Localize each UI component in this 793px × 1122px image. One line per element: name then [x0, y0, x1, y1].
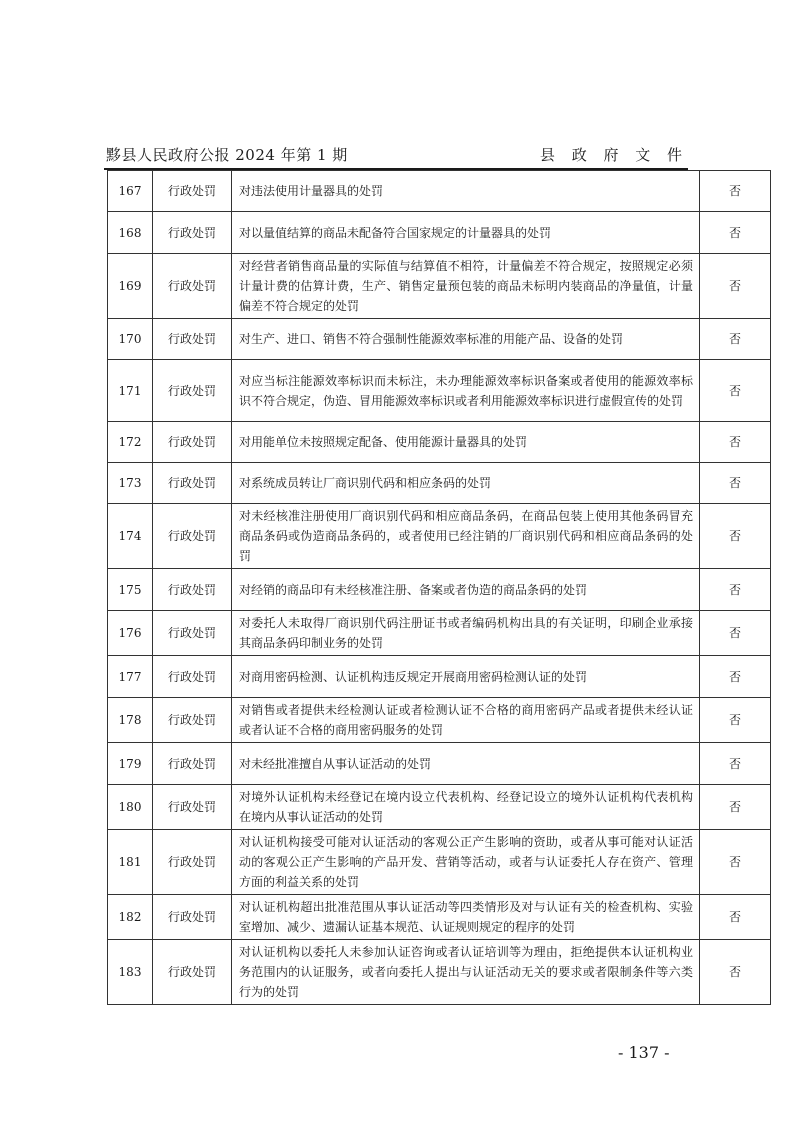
row-description: 对认证机构接受可能对认证活动的客观公正产生影响的资助，或者从事可能对认证活动的客观公正产生影响的产品开发、营销等活动，或者与认证委托人存在资产、管理方面的利益关系的处罚 — [232, 830, 700, 895]
row-description: 对认证机构超出批准范围从事认证活动等四类情形及对与认证有关的检查机构、实验室增加、减少、遗漏认证基本规范、认证规则规定的程序的处罚 — [232, 895, 700, 940]
row-type: 行政处罚 — [153, 611, 232, 656]
row-number: 183 — [108, 940, 153, 1005]
header-section-title: 县 政 府 文 件 — [539, 146, 688, 164]
table-row — [108, 463, 771, 504]
row-type: 行政处罚 — [153, 171, 232, 212]
row-type: 行政处罚 — [153, 319, 232, 360]
row-flag: 否 — [700, 463, 771, 504]
row-flag: 否 — [700, 698, 771, 743]
row-number: 178 — [108, 698, 153, 743]
row-number: 180 — [108, 785, 153, 830]
table-row — [108, 698, 771, 743]
row-number: 179 — [108, 743, 153, 785]
table-row — [108, 569, 771, 611]
table-row — [108, 422, 771, 463]
table-body — [108, 171, 771, 1005]
row-type: 行政处罚 — [153, 463, 232, 504]
row-description: 对系统成员转让厂商识别代码和相应条码的处罚 — [232, 463, 700, 504]
row-flag: 否 — [700, 743, 771, 785]
row-type: 行政处罚 — [153, 569, 232, 611]
row-type: 行政处罚 — [153, 698, 232, 743]
row-flag: 否 — [700, 895, 771, 940]
row-description: 对认证机构以委托人未参加认证咨询或者认证培训等为理由，拒绝提供本认证机构业务范围内的认证服务，或者向委托人提出与认证活动无关的要求或者限制条件等六类行为的处罚 — [232, 940, 700, 1005]
row-number: 168 — [108, 212, 153, 254]
table-row — [108, 504, 771, 569]
row-type: 行政处罚 — [153, 422, 232, 463]
row-number: 167 — [108, 171, 153, 212]
table-row — [108, 319, 771, 360]
row-number: 174 — [108, 504, 153, 569]
table-row — [108, 212, 771, 254]
row-type: 行政处罚 — [153, 940, 232, 1005]
row-flag: 否 — [700, 360, 771, 422]
page-number: - 137 - — [618, 1043, 670, 1062]
table-row — [108, 171, 771, 212]
row-type: 行政处罚 — [153, 254, 232, 319]
page-header — [104, 144, 688, 168]
row-description: 对境外认证机构未经登记在境内设立代表机构、经登记设立的境外认证机构代表机构在境内从事认证活动的处罚 — [232, 785, 700, 830]
row-number: 176 — [108, 611, 153, 656]
row-description: 对销售或者提供未经检测认证或者检测认证不合格的商用密码产品或者提供未经认证或者认证不合格的商用密码服务的处罚 — [232, 698, 700, 743]
table-row — [108, 895, 771, 940]
row-type: 行政处罚 — [153, 504, 232, 569]
header-publication-title: 黟县人民政府公报 2024 年第 1 期 — [106, 146, 348, 164]
row-type: 行政处罚 — [153, 785, 232, 830]
row-description: 对未经核准注册使用厂商识别代码和相应商品条码，在商品包装上使用其他条码冒充商品条码或伪造商品条码的，或者使用已经注销的厂商识别代码和相应商品条码的处罚 — [232, 504, 700, 569]
row-description: 对以量值结算的商品未配备符合国家规定的计量器具的处罚 — [232, 212, 700, 254]
row-flag: 否 — [700, 504, 771, 569]
table-row — [108, 656, 771, 698]
row-description: 对未经批准擅自从事认证活动的处罚 — [232, 743, 700, 785]
row-number: 175 — [108, 569, 153, 611]
table-row — [108, 611, 771, 656]
row-number: 172 — [108, 422, 153, 463]
table-row — [108, 743, 771, 785]
row-flag: 否 — [700, 940, 771, 1005]
row-flag: 否 — [700, 569, 771, 611]
table-row — [108, 785, 771, 830]
row-type: 行政处罚 — [153, 360, 232, 422]
row-description: 对应当标注能源效率标识而未标注，未办理能源效率标识备案或者使用的能源效率标识不符合规定，伪造、冒用能源效率标识或者利用能源效率标识进行虚假宣传的处罚 — [232, 360, 700, 422]
row-type: 行政处罚 — [153, 830, 232, 895]
row-description: 对经营者销售商品量的实际值与结算值不相符，计量偏差不符合规定，按照规定必须计量计费的估算计费，生产、销售定量预包装的商品未标明内装商品的净量值，计量偏差不符合规定的处罚 — [232, 254, 700, 319]
row-number: 169 — [108, 254, 153, 319]
row-number: 170 — [108, 319, 153, 360]
row-flag: 否 — [700, 830, 771, 895]
penalty-items-table — [107, 170, 771, 1005]
row-description: 对委托人未取得厂商识别代码注册证书或者编码机构出具的有关证明，印刷企业承接其商品条码印制业务的处罚 — [232, 611, 700, 656]
row-flag: 否 — [700, 785, 771, 830]
row-description: 对商用密码检测、认证机构违反规定开展商用密码检测认证的处罚 — [232, 656, 700, 698]
row-flag: 否 — [700, 656, 771, 698]
row-number: 182 — [108, 895, 153, 940]
table-row — [108, 360, 771, 422]
row-description: 对经销的商品印有未经核准注册、备案或者伪造的商品条码的处罚 — [232, 569, 700, 611]
row-flag: 否 — [700, 254, 771, 319]
row-number: 173 — [108, 463, 153, 504]
row-flag: 否 — [700, 611, 771, 656]
row-description: 对违法使用计量器具的处罚 — [232, 171, 700, 212]
row-type: 行政处罚 — [153, 212, 232, 254]
row-number: 177 — [108, 656, 153, 698]
row-number: 171 — [108, 360, 153, 422]
table-row — [108, 830, 771, 895]
table-row — [108, 254, 771, 319]
row-flag: 否 — [700, 171, 771, 212]
row-flag: 否 — [700, 212, 771, 254]
row-type: 行政处罚 — [153, 656, 232, 698]
table-row — [108, 940, 771, 1005]
row-type: 行政处罚 — [153, 895, 232, 940]
row-description: 对生产、进口、销售不符合强制性能源效率标准的用能产品、设备的处罚 — [232, 319, 700, 360]
row-number: 181 — [108, 830, 153, 895]
row-flag: 否 — [700, 319, 771, 360]
row-description: 对用能单位未按照规定配备、使用能源计量器具的处罚 — [232, 422, 700, 463]
row-flag: 否 — [700, 422, 771, 463]
row-type: 行政处罚 — [153, 743, 232, 785]
